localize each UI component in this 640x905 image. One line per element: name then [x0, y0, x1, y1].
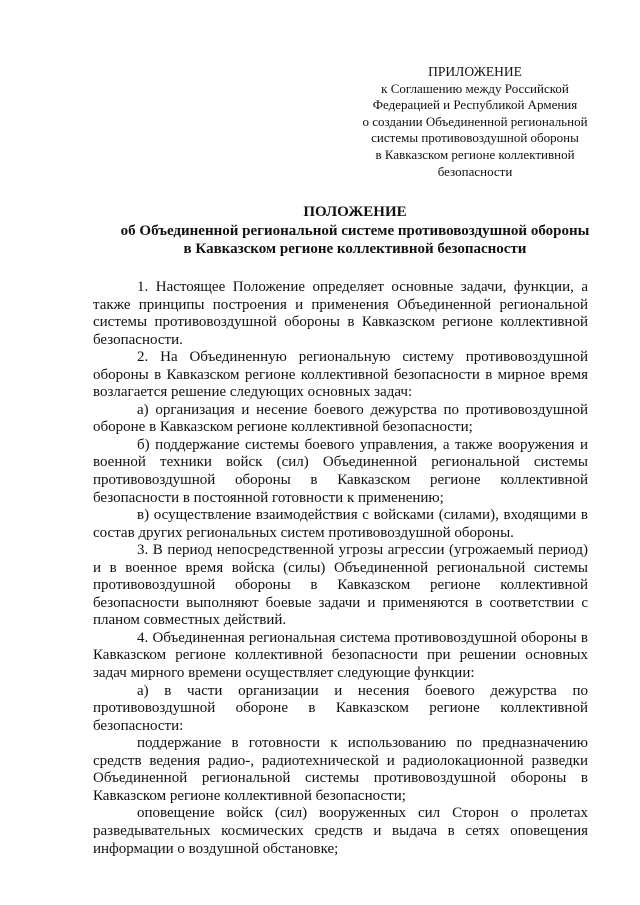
- paragraph-1: 1. Настоящее Положение определяет основные задачи, функции, а также принципы построения и применения Объединенной региональной системы противовоздушной обороны в Кавказском регионе коллективной безопасности.: [93, 279, 588, 348]
- paragraph-4a-item-2: оповещение войск (сил) вооруженных сил Сторон о пролетах разведывательных космических средств и выдача в сетях оповещения информации о воздушной обстановке;: [93, 805, 588, 857]
- paragraph-4: 4. Объединенная региональная система противовоздушной обороны в Кавказском регионе коллективной безопасности при решении основных задач мирного времени осуществляет следующие функции:: [93, 629, 588, 682]
- paragraph-2a: а) организация и несение боевого дежурства по противовоздушной обороне в Кавказском регионе коллективной безопасности;: [93, 401, 588, 436]
- appendix-line: системы противовоздушной обороны: [371, 130, 579, 146]
- paragraph-3: 3. В период непосредственной угрозы агрессии (угрожаемый период) и в военное время войска (силы) Объединенной региональной системы противовоздушной обороны в Кавказском регионе коллективной безопасности выполняют боевые задачи и применяются в соответствии с планом совместных действий.: [93, 542, 588, 629]
- appendix-line: безопасности: [437, 163, 513, 179]
- document-title-block: [60, 203, 640, 259]
- document-title: ПОЛОЖЕНИЕ: [303, 204, 407, 220]
- paragraph-2c: в) осуществление взаимодействия с войсками (силами), входящими в состав других региональных систем противовоздушной обороны.: [93, 507, 588, 541]
- appendix-line: в Кавказском регионе коллективной: [375, 146, 575, 162]
- paragraph-2b: б) поддержание системы боевого управления, а также вооружения и военной техники войск (сил) Объединенной региональной системы противовоздушной обороны в Кавказском регионе коллективной безопасности в постоянной готовности к применению;: [93, 436, 588, 506]
- document-body: [93, 279, 588, 858]
- appendix-header: [330, 64, 620, 180]
- document-subtitle-line: в Кавказском регионе коллективной безопасности: [183, 241, 527, 257]
- appendix-line: о создании Объединенной региональной: [362, 113, 588, 129]
- appendix-line: к Соглашению между Российской: [381, 80, 569, 96]
- paragraph-4a-item-1: поддержание в готовности к использованию по предназначению средств ведения радио-, радиотехнической и радиолокационной разведки Объединенной региональной системы противовоздушной обороны в Кавказском регионе коллективной безопасности;: [93, 735, 588, 804]
- appendix-line: Федерацией и Республикой Армения: [372, 97, 578, 113]
- appendix-heading: ПРИЛОЖЕНИЕ: [428, 64, 522, 79]
- paragraph-2: 2. На Объединенную региональную систему противовоздушной обороны в Кавказском регионе коллективной безопасности в мирное время возлагается решение следующих основных задач:: [93, 349, 588, 401]
- document-subtitle-line: об Объединенной региональной системе противовоздушной обороны: [120, 222, 590, 239]
- paragraph-4a: а) в части организации и несения боевого дежурства по противовоздушной обороне в Кавказском регионе коллективной безопасности:: [93, 682, 588, 734]
